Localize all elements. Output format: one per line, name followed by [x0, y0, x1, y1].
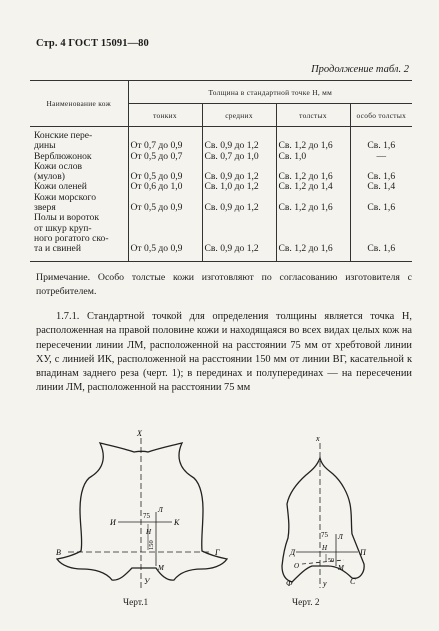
label-o: О [294, 562, 300, 570]
value-cell [202, 224, 276, 234]
row-name-cell: зверя [34, 202, 56, 214]
figure-2-caption: Черт. 2 [292, 598, 320, 608]
dimension-50-label: 50 [328, 558, 334, 564]
table-continuation-label: Продолжение табл. 2 [311, 64, 409, 75]
figure-2-front-diagram [270, 434, 380, 588]
table-note: Примечание. Особо толстые кожи изготовляют по согласованию изготовителя с потребителем. [36, 272, 412, 297]
label-l: Л [158, 506, 163, 514]
dimension-75-label-2: 75 [321, 531, 328, 539]
table-row [30, 244, 412, 261]
paragraph-text: 1.7.1. Стандартной точкой для определения толщины является точка Н, расположенная на правой половине кожи и находящаяся во всех видах целых кож на пересечении линии ЛМ, расположенной на расстоянии 75 мм от хребтовой линии ХУ, с линией ИК, расположенной на расстоянии 150 мм от линии ВГ, касательной к впадинам заднего реза (черт. 1); в перединах и полуперединах — на пересечении линии ЛМ, расположенной на расстоянии 75 мм [36, 311, 412, 394]
value-cell [350, 224, 412, 234]
row-name-cell: ного рогатого ско- [34, 232, 109, 244]
value-cell: Св. 0,9 до 1,2 [202, 244, 276, 261]
value-cell [128, 213, 202, 223]
value-cell [128, 224, 202, 234]
value-cell [276, 127, 350, 142]
value-cell: Св. 1,2 до 1,6 [276, 141, 350, 151]
label-m: М [158, 564, 164, 572]
figure-1-hide-diagram [52, 429, 230, 588]
dimension-75-label: 75 [143, 512, 150, 520]
value-cell: Св. 1,2 до 1,6 [276, 203, 350, 213]
value-cell: Св. 1,2 до 1,6 [276, 244, 350, 261]
thickness-table [30, 80, 412, 262]
row-name-cell: дины [34, 140, 56, 152]
value-cell [202, 213, 276, 223]
label-i: И [110, 518, 116, 527]
column-header-name: Наименование кож [30, 81, 128, 127]
value-cell: От 0,5 до 0,9 [128, 172, 202, 182]
dimension-150-label: 150 [148, 540, 155, 550]
value-cell: Св. 1,2 до 1,6 [276, 172, 350, 182]
value-cell: Св. 0,9 до 1,2 [202, 141, 276, 151]
page-header: Стр. 4 ГОСТ 15091—80 [36, 38, 149, 49]
value-cell [202, 127, 276, 142]
value-cell: Св. 1,6 [350, 141, 412, 151]
label-n: Н [146, 528, 152, 536]
column-header-extra-thick: особо толстых [350, 104, 412, 127]
value-cell: Св. 1,6 [350, 172, 412, 182]
column-header-thick: толстых [276, 104, 350, 127]
value-cell: Св. 1,0 до 1,2 [202, 182, 276, 192]
value-cell [350, 213, 412, 223]
section-paragraph [36, 310, 412, 396]
value-cell: Св. 1,6 [350, 244, 412, 261]
value-cell: От 0,5 до 0,9 [128, 203, 202, 213]
label-y-2: у [323, 579, 327, 588]
table-row [30, 152, 412, 162]
value-cell: Св. 1,4 [350, 182, 412, 192]
value-cell: От 0,7 до 0,9 [128, 141, 202, 151]
table-row [30, 127, 412, 142]
row-name-cell: та и свиней [30, 244, 128, 261]
row-name-cell: (мулов) [34, 171, 65, 183]
label-y: У [144, 577, 150, 586]
label-f: Ф [286, 579, 293, 588]
value-cell: Св. 1,0 [276, 152, 350, 162]
value-cell [276, 213, 350, 223]
value-cell: От 0,5 до 0,9 [128, 244, 202, 261]
label-x: Х [137, 429, 142, 438]
value-cell [350, 127, 412, 142]
row-name-cell: Кожи ослов [34, 160, 83, 172]
row-name-cell: Конские пере- [34, 130, 93, 141]
value-cell: Св. 0,9 до 1,2 [202, 203, 276, 213]
label-l-2: Л [338, 533, 343, 541]
row-name-cell: Кожи морского [34, 191, 97, 203]
value-cell: Св. 0,7 до 1,0 [202, 152, 276, 162]
row-name-cell: Верблюжонок [34, 150, 92, 162]
label-n-2: Н [322, 544, 328, 552]
value-cell: Св. 0,9 до 1,2 [202, 172, 276, 182]
column-header-thin: тонких [128, 104, 202, 127]
value-cell: — [350, 152, 412, 162]
row-name-cell: Полы и вороток [34, 212, 100, 224]
label-g: Г [215, 548, 220, 557]
label-m-2: М [338, 564, 344, 572]
label-x-2: х [316, 434, 320, 443]
hide-outline [57, 443, 227, 580]
value-cell [276, 224, 350, 234]
figure-1-caption: Черт.1 [123, 598, 149, 608]
row-name-cell: Кожи оленей [34, 181, 87, 193]
label-k: К [174, 518, 180, 527]
label-p: П [360, 548, 366, 557]
column-header-thickness: Толщина в стандартной точке Н, мм [128, 81, 412, 104]
label-s: С [350, 577, 356, 586]
row-name-cell: от шкур круп- [34, 222, 92, 234]
value-cell: Св. 1,6 [350, 203, 412, 213]
value-cell [128, 127, 202, 142]
label-d: Д [290, 548, 296, 557]
value-cell: От 0,6 до 1,0 [128, 182, 202, 192]
column-header-medium: средних [202, 104, 276, 127]
value-cell: Св. 1,2 до 1,4 [276, 182, 350, 192]
label-v: В [56, 548, 61, 557]
value-cell: От 0,5 до 0,7 [128, 152, 202, 162]
